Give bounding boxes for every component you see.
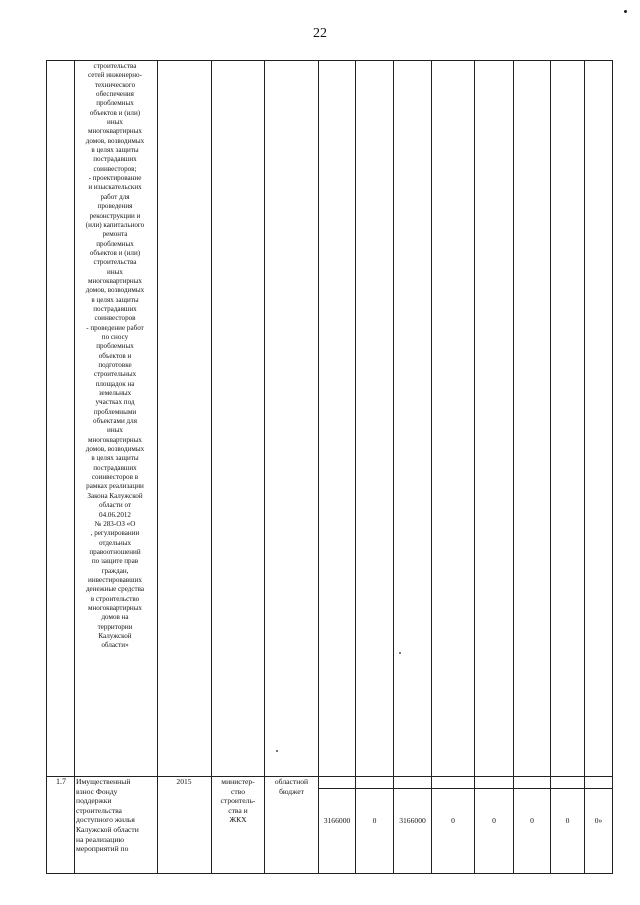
- col-line: [550, 60, 551, 874]
- col-line: [513, 60, 514, 874]
- page-number: 22: [313, 26, 327, 41]
- scan-speck: [399, 652, 401, 654]
- row-number: 1.7: [56, 777, 66, 786]
- col-line: [393, 60, 394, 874]
- table-bottom-border: [46, 873, 612, 874]
- col-line: [46, 60, 47, 874]
- col-line: [474, 60, 475, 874]
- row-subline: [318, 788, 612, 789]
- col-line: [318, 60, 319, 874]
- value-2016: 0: [451, 816, 455, 825]
- row-funding-source: областной бюджет: [274, 777, 309, 796]
- value-2020: 0»: [594, 816, 603, 825]
- value-2015: 3166000: [399, 816, 426, 825]
- scan-speck: [276, 750, 278, 752]
- value-2019: 0: [565, 816, 570, 825]
- col-line: [584, 60, 585, 874]
- col-line: [431, 60, 432, 874]
- row-executor: министер- ство строитель- ства и ЖКХ: [220, 777, 256, 825]
- value-2014: 0: [372, 816, 377, 825]
- col-line: [355, 60, 356, 874]
- table-top-border: [46, 60, 612, 61]
- value-2018: 0: [530, 816, 534, 825]
- col-line: [612, 60, 613, 874]
- row-year: 2015: [176, 777, 192, 786]
- continued-description: строительства сетей инженерно- технического обеспечения проблемных объектов и (или) иных многоквартирных домов, возводимых в целях защиты пострадавших соинвесторов; - проектирование и изыскательских работ для проведения реконструкции и (или) капитального ремонта проблемных объектов и (или) строительства иных многоквартирных домов, возводимых в целях защиты пострадавших соинвесторов - проведение работ по сносу проблемных объектов и подготовке строительных площадок на земельных участках под проблемными объектами для иных многоквартирных домов, возводимых в целях защиты пострадавших соинвесторов в рамках реализации Закона Калужской области от 04.06.2012 № 283-ОЗ «О , регулировании отдельных правоотношений по защите прав граждан, инвестировавших денежные средства в строительство многоквартирных домов на территории Калужской области»: [85, 62, 145, 650]
- value-total: 3166000: [323, 816, 351, 825]
- row-description: Имущественный взнос Фонду поддержки строительства доступного жилья Калужской области на реализацию мероприятий по: [76, 777, 139, 854]
- col-line: [211, 60, 212, 874]
- value-2017: 0: [492, 816, 496, 825]
- col-line: [264, 60, 265, 874]
